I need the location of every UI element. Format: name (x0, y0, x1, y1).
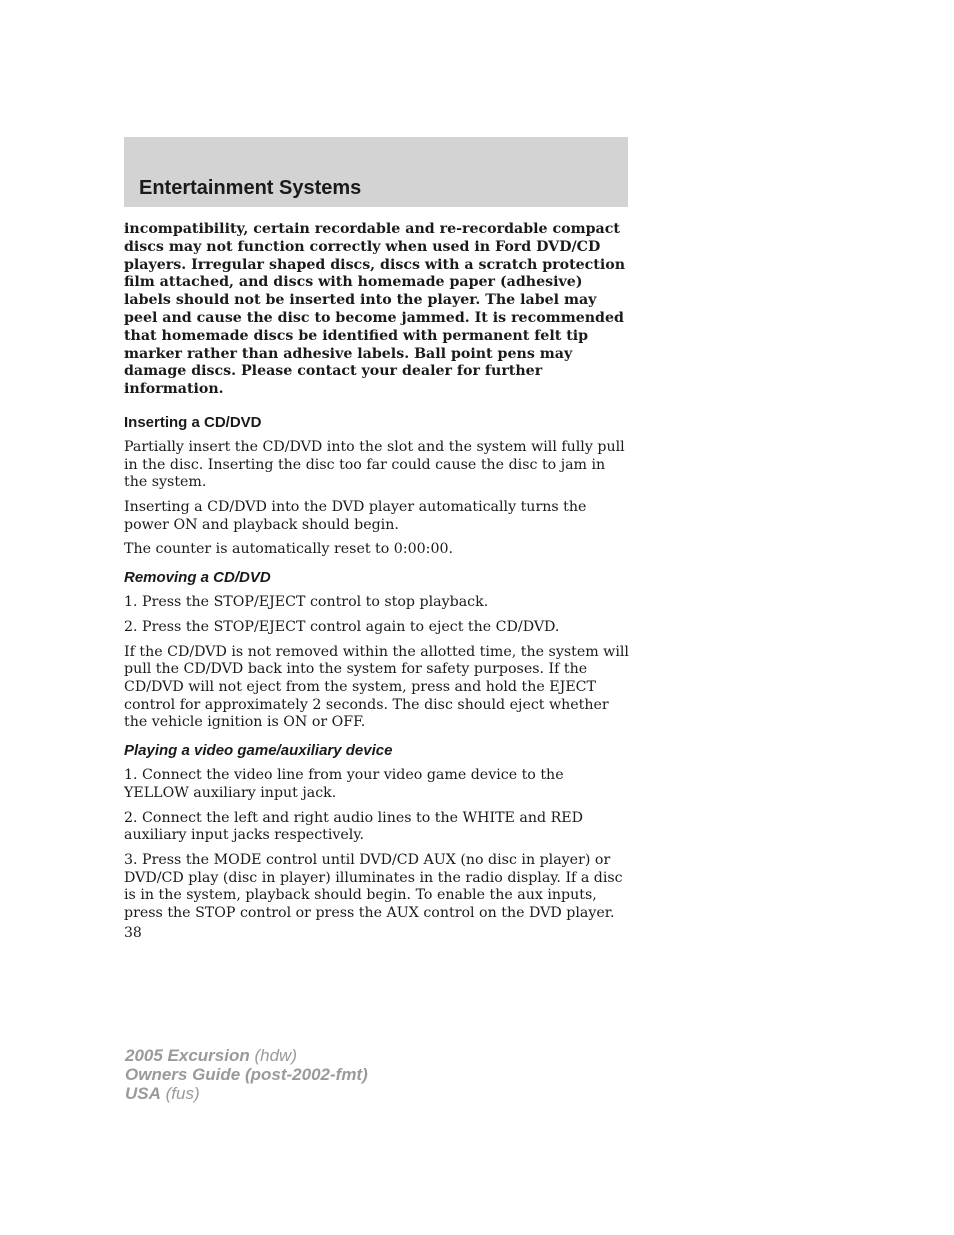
footer-model-code: (hdw) (249, 1046, 297, 1065)
footer-line-3 (125, 1084, 368, 1103)
footer-line-1 (125, 1046, 368, 1065)
page-number: 38 (124, 925, 142, 941)
inserting-paragraph-2: Inserting a CD/DVD into the DVD player automatically turns the power ON and playback should begin. (124, 499, 587, 533)
footer-line-2 (125, 1065, 368, 1084)
footer-market: USA (125, 1084, 161, 1103)
footer-guide: Owners Guide (post-2002-fmt) (125, 1065, 368, 1084)
heading-inserting: Inserting a CD/DVD (124, 413, 262, 431)
removing-paragraph-3: If the CD/DVD is not removed within the allotted time, the system will pull the CD/DVD back into the system for safety purposes. If the CD/DVD will not eject from the system, press and hold the EJECT control for approximately 2 seconds. The disc should eject whether the vehicle ignition is ON or OFF. (124, 643, 629, 731)
playing-step-3: 3. Press the MODE control until DVD/CD AUX (no disc in player) or DVD/CD play (disc in player) illuminates in the radio display. If a disc is in the system, playback should begin. To enable the aux inputs, press the STOP control or press the AUX control on the DVD player. (124, 851, 623, 922)
heading-playing: Playing a video game/auxiliary device (124, 742, 393, 760)
removing-step-2: 2. Press the STOP/EJECT control again to eject the CD/DVD. (124, 618, 560, 635)
removing-step-1: 1. Press the STOP/EJECT control to stop playback. (124, 594, 489, 611)
page-content (124, 221, 632, 930)
inserting-paragraph-1: Partially insert the CD/DVD into the slot and the system will fully pull in the disc. Inserting the disc too far could cause the disc to jam in the system. (124, 438, 625, 491)
section-header-band (124, 137, 628, 207)
warning-paragraph: incompatibility, certain recordable and re-recordable compact discs may not function correctly when used in Ford DVD/CD players. Irregular shaped discs, discs with a scratch protection film attached, and discs with homemade paper (adhesive) labels should not be inserted into the player. The label may peel and cause the disc to become jammed. It is recommended that homemade discs be identified with permanent felt tip marker rather than adhesive labels. Ball point pens may damage discs. Please contact your dealer for further information. (124, 221, 626, 398)
footer-market-code: (fus) (160, 1084, 200, 1103)
document-footer (125, 1046, 368, 1103)
footer-model: 2005 Excursion (125, 1046, 250, 1065)
section-title: Entertainment Systems (139, 177, 362, 199)
playing-step-1: 1. Connect the video line from your video game device to the YELLOW auxiliary input jack. (124, 767, 564, 801)
heading-removing: Removing a CD/DVD (124, 569, 271, 587)
playing-step-2: 2. Connect the left and right audio lines to the WHITE and RED auxiliary input jacks respectively. (124, 809, 584, 844)
inserting-paragraph-3: The counter is automatically reset to 0:00:00. (124, 541, 454, 558)
